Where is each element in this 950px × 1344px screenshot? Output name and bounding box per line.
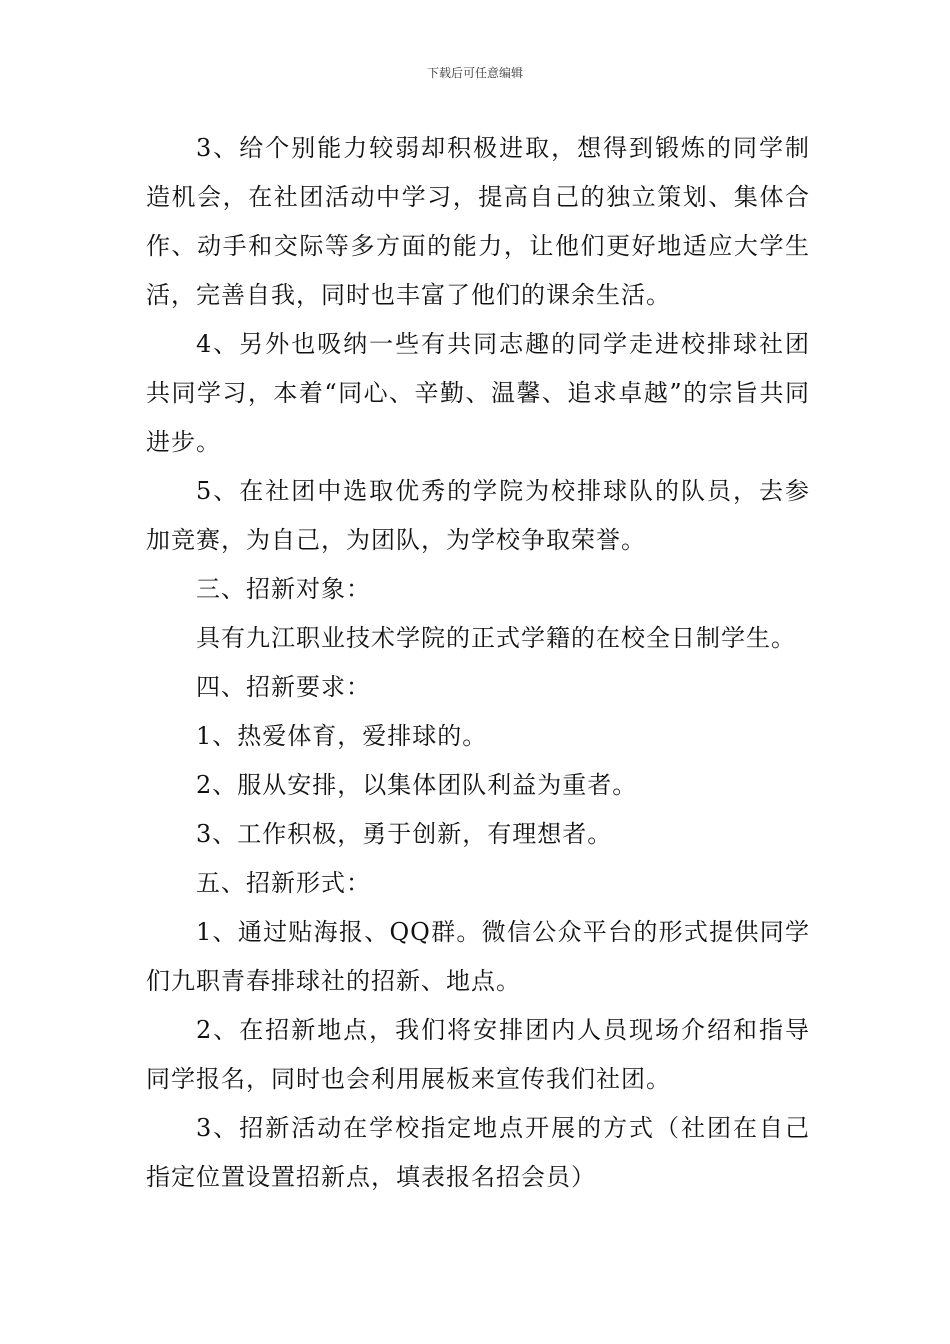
paragraph-goal-3: 3、给个别能力较弱却积极进取，想得到锻炼的同学制造机会，在社团活动中学习，提高自己的独立策划、集体合作、动手和交际等多方面的能力，让他们更好地适应大学生活，完善自我，同时也丰富了他们的课余生活。 [146,134,810,309]
section-heading-requirements: 四、招新要求： [196,673,371,701]
format-item-3: 3、招新活动在学校指定地点开展的方式（社团在自己指定位置设置招新点，填表报名招会员） [146,1114,810,1191]
format-item-1: 1、通过贴海报、QQ群。微信公众平台的形式提供同学们九职青春排球社的招新、地点。 [146,918,810,995]
document-body [146,124,810,1202]
paragraph-goal-4: 4、另外也吸纳一些有共同志趣的同学走进校排球社团共同学习，本着“同心、辛勤、温馨、追求卓越”的宗旨共同进步。 [146,330,810,456]
paragraph-target: 具有九江职业技术学院的正式学籍的在校全日制学生。 [196,624,796,652]
page-header-note: 下载后可任意编辑 [426,66,523,80]
requirement-item-2: 2、服从安排，以集体团队利益为重者。 [196,771,638,799]
requirement-item-3: 3、工作积极，勇于创新，有理想者。 [196,820,613,848]
section-heading-format: 五、招新形式： [196,869,371,897]
format-item-2: 2、在招新地点，我们将安排团内人员现场介绍和指导同学报名，同时也会利用展板来宣传我们社团。 [146,1016,810,1093]
paragraph-goal-5: 5、在社团中选取优秀的学院为校排球队的队员，去参加竞赛，为自己，为团队，为学校争取荣誉。 [146,477,810,554]
section-heading-target: 三、招新对象： [196,575,371,603]
requirement-item-1: 1、热爱体育，爱排球的。 [196,722,488,750]
